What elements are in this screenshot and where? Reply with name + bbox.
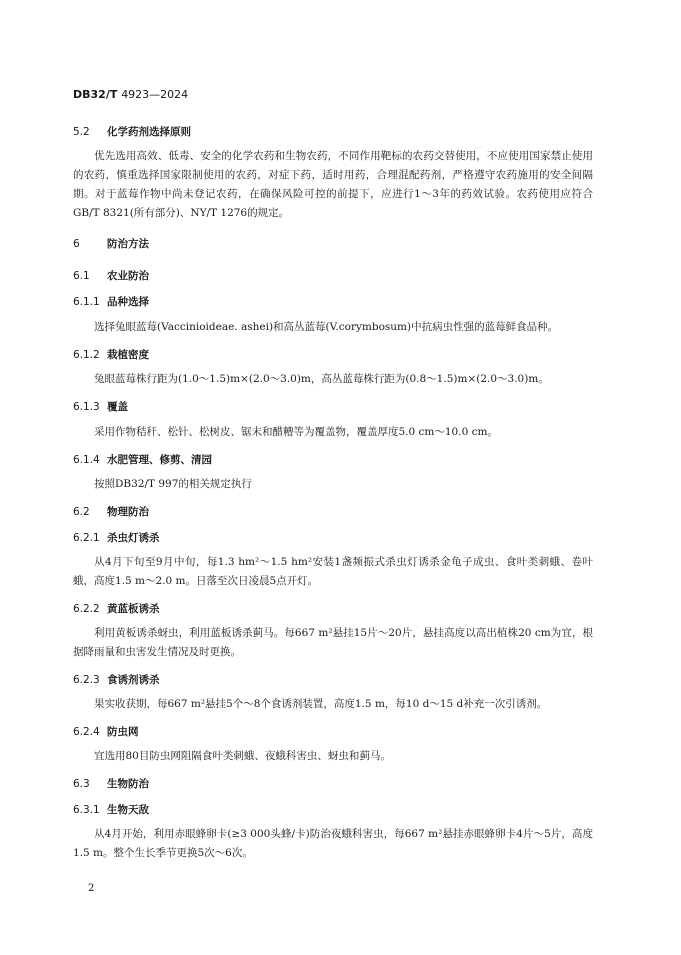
- section-number: 6: [73, 238, 80, 250]
- section-heading: [73, 294, 149, 309]
- section-number: 6.3: [73, 778, 90, 790]
- section-title: 化学药剂选择原则: [107, 126, 191, 138]
- section-heading: [73, 504, 149, 519]
- section-paragraph: 从4月下旬至9月中旬，每1.3 hm²～1.5 hm²安装1盏频振式杀虫灯诱杀金龟子成虫、食叶类刺蛾、卷叶蛾，高度1.5 m～2.0 m。日落至次日凌晨5点开灯。: [73, 556, 593, 587]
- section-heading: [73, 530, 160, 545]
- section-title: 农业防治: [107, 270, 149, 282]
- section-title: 栽植密度: [107, 349, 149, 361]
- section-title: 生物防治: [107, 778, 149, 790]
- section-heading: [73, 268, 149, 283]
- section-paragraph: 按照DB32/T 997的相关规定执行: [94, 478, 252, 490]
- section-paragraph: 从4月开始，利用赤眼蜂卵卡(≥3 000头蜂/卡)防治夜蛾科害虫，每667 m²悬挂赤眼蜂卵卡4片～5片，高度1.5 m。整个生长季节更换5次～6次。: [73, 828, 593, 859]
- standard-code: DB32/T: [73, 88, 118, 101]
- section-paragraph: 兔眼蓝莓株行距为(1.0～1.5)m×(2.0～3.0)m，高丛蓝莓株行距为(0.8～1.5)m×(2.0～3.0)m。: [94, 373, 549, 385]
- section-number: 6.2: [73, 506, 90, 518]
- section-number: 6.2.2: [73, 603, 100, 615]
- section-number: 5.2: [73, 126, 90, 138]
- section-number: 6.1.2: [73, 349, 100, 361]
- section-heading: [73, 347, 149, 362]
- standard-number: 4923—2024: [121, 88, 189, 101]
- section-paragraph: 果实收获期，每667 m²悬挂5个～8个食诱剂装置，高度1.5 m，每10 d～15 d补充一次引诱剂。: [94, 698, 548, 710]
- page-header: [73, 88, 188, 101]
- section-title: 黄蓝板诱杀: [107, 603, 160, 615]
- section-paragraph: 利用黄板诱杀蚜虫，利用蓝板诱杀蓟马。每667 m²悬挂15片～20片，悬挂高度以高出植株20 cm为宜，根据降雨量和虫害发生情况及时更换。: [73, 627, 593, 658]
- section-heading: [73, 399, 128, 414]
- section-title: 覆盖: [107, 401, 128, 413]
- section-heading: [73, 601, 160, 616]
- section-number: 6.2.4: [73, 726, 100, 738]
- section-heading: [73, 452, 212, 467]
- section-number: 6.2.3: [73, 674, 100, 686]
- section-title: 生物天敌: [107, 804, 149, 816]
- section-paragraph: 宜选用80目防虫网阻隔食叶类刺蛾、夜蛾科害虫、蚜虫和蓟马。: [94, 750, 391, 762]
- section-title: 品种选择: [107, 296, 149, 308]
- section-number: 6.1: [73, 270, 90, 282]
- section-heading: [73, 802, 149, 817]
- section-number: 6.1.1: [73, 296, 100, 308]
- section-title: 水肥管理、修剪、清园: [107, 454, 212, 466]
- section-heading: [73, 124, 191, 139]
- section-number: 6.1.4: [73, 454, 100, 466]
- section-paragraph: 选择兔眼蓝莓(Vaccinioideae. ashei)和高丛蓝莓(V.corymbosum)中抗病虫性强的蓝莓鲜食品种。: [94, 321, 559, 333]
- section-title: 杀虫灯诱杀: [107, 532, 160, 544]
- section-title: 防治方法: [107, 238, 149, 250]
- section-heading: [73, 236, 149, 251]
- section-number: 6.2.1: [73, 532, 100, 544]
- section-title: 防虫网: [107, 726, 139, 738]
- section-title: 物理防治: [107, 506, 149, 518]
- section-number: 6.1.3: [73, 401, 100, 413]
- page-number: 2: [88, 883, 95, 894]
- section-paragraph: 采用作物秸秆、松针、松树皮、锯末和醋糟等为覆盖物，覆盖厚度5.0 cm～10.0 cm。: [94, 426, 498, 438]
- section-number: 6.3.1: [73, 804, 100, 816]
- section-heading: [73, 672, 160, 687]
- section-paragraph: 优先选用高效、低毒、安全的化学农药和生物农药，不同作用靶标的农药交替使用，不应使用国家禁止使用的农药，慎重选择国家限制使用的农药，对症下药，适时用药，合理混配药剂，严格遵守农药施用的安全间隔期。对于蓝莓作物中尚未登记农药，在确保风险可控的前提下，应进行1～3年的药效试验。农药使用应符合GB/T 8321(所有部分)、NY/T 1276的规定。: [73, 150, 593, 219]
- section-title: 食诱剂诱杀: [107, 674, 160, 686]
- section-heading: [73, 724, 139, 739]
- section-heading: [73, 776, 149, 791]
